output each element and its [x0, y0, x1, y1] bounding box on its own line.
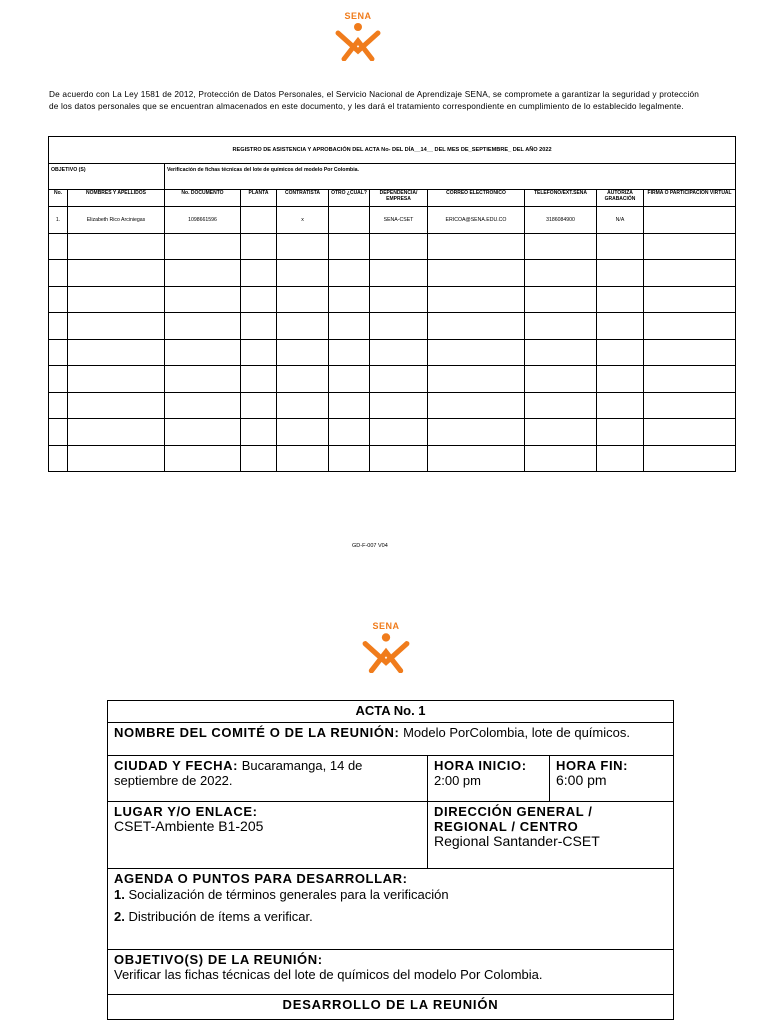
table-cell: [277, 419, 329, 446]
table-cell: [68, 366, 165, 393]
direction-value: Regional Santander-CSET: [434, 833, 600, 849]
table-cell: [68, 392, 165, 419]
direction-cell: [428, 802, 674, 869]
column-header: CORREO ELECTRÓNICO: [428, 190, 525, 207]
table-row: [49, 419, 736, 446]
table-cell: [525, 233, 597, 260]
table-cell: [644, 233, 736, 260]
table-cell: [370, 233, 428, 260]
place-cell: [108, 802, 428, 869]
column-header: No.: [49, 190, 68, 207]
table-cell: [644, 339, 736, 366]
table-cell: [165, 445, 241, 472]
table-cell: [68, 286, 165, 313]
city-date-label: CIUDAD Y FECHA:: [114, 758, 239, 773]
table-cell: [68, 233, 165, 260]
table-cell: [525, 313, 597, 340]
table-cell: [329, 419, 370, 446]
table-cell: [428, 260, 525, 287]
start-time-cell: [428, 756, 550, 802]
agenda-item: 2. Distribución de ítems a verificar.: [114, 909, 313, 924]
table-cell: [49, 260, 68, 287]
table-cell: [49, 366, 68, 393]
table-row: [49, 339, 736, 366]
city-date-cell: [108, 756, 428, 802]
table-cell: [329, 392, 370, 419]
table-cell: [428, 233, 525, 260]
table-cell: [370, 366, 428, 393]
end-time-cell: [550, 756, 674, 802]
table-cell: [329, 339, 370, 366]
table-cell: [277, 339, 329, 366]
table-cell: [644, 392, 736, 419]
privacy-notice: De acuerdo con La Ley 1581 de 2012, Protección de Datos Personales, el Servicio Nacional de Aprendizaje SENA, se compromete a garantizar la seguridad y protección de los datos personales que se encuentran almacenados en este documento, y les dará el tratamiento correspondiente en cumplimiento de lo establecido legalmente.: [49, 89, 699, 111]
table-cell: [525, 366, 597, 393]
table-cell: 1.: [49, 207, 68, 234]
column-header: No. DOCUMENTO: [165, 190, 241, 207]
end-time-value: 6:00 pm: [556, 772, 607, 788]
table-cell: [165, 392, 241, 419]
objectives-value: Verificar las fichas técnicas del lote de químicos del modelo Por Colombia.: [114, 967, 543, 982]
table-row: [49, 207, 736, 234]
table-cell: [644, 313, 736, 340]
table-cell: [428, 392, 525, 419]
direction-label: DIRECCIÓN GENERAL / REGIONAL / CENTRO: [434, 804, 593, 834]
table-cell: [49, 392, 68, 419]
start-time-label: HORA INICIO:: [434, 758, 527, 773]
sena-logo: [360, 622, 412, 673]
table-cell: [329, 366, 370, 393]
table-cell: [241, 392, 277, 419]
objectives-cell: [108, 950, 674, 995]
table-cell: [277, 313, 329, 340]
logo-text: SENA: [372, 621, 400, 631]
attendance-title: REGISTRO DE ASISTENCIA Y APROBACIÓN DEL ACTA No- DEL DÍA__14__ DEL MES DE_SEPTIEMBRE_ DEL AÑO 2022: [49, 137, 736, 164]
table-cell: [241, 207, 277, 234]
column-header: PLANTA: [241, 190, 277, 207]
table-cell: [597, 392, 644, 419]
attendance-table: [48, 136, 736, 472]
table-cell: [49, 445, 68, 472]
table-cell: [644, 286, 736, 313]
attendance-header-row: [49, 190, 736, 207]
table-cell: [68, 313, 165, 340]
table-cell: [597, 366, 644, 393]
table-cell: [329, 313, 370, 340]
agenda-label: AGENDA O PUNTOS PARA DESARROLLAR:: [114, 871, 408, 886]
table-cell: [241, 366, 277, 393]
table-cell: [428, 286, 525, 313]
logo-text: SENA: [344, 11, 372, 21]
table-cell: [597, 233, 644, 260]
table-cell: [49, 286, 68, 313]
table-row: [49, 233, 736, 260]
table-cell: [370, 260, 428, 287]
table-cell: [241, 313, 277, 340]
table-cell: Elizabeth Rico Arciniegas: [68, 207, 165, 234]
column-header: CONTRATISTA: [277, 190, 329, 207]
table-cell: x: [277, 207, 329, 234]
table-cell: [525, 392, 597, 419]
table-cell: [525, 286, 597, 313]
table-cell: 3186084900: [525, 207, 597, 234]
table-cell: [277, 366, 329, 393]
table-cell: [428, 366, 525, 393]
table-cell: [329, 260, 370, 287]
table-cell: [644, 445, 736, 472]
table-cell: [49, 339, 68, 366]
sena-figure-icon: [361, 631, 411, 673]
column-header: AUTORIZA GRABACIÓN: [597, 190, 644, 207]
table-cell: [428, 339, 525, 366]
table-cell: N/A: [597, 207, 644, 234]
table-cell: [165, 366, 241, 393]
column-header: OTRO ¿CUÁL?: [329, 190, 370, 207]
table-cell: [370, 445, 428, 472]
table-cell: [68, 339, 165, 366]
column-header: NOMBRES Y APELLIDOS: [68, 190, 165, 207]
table-cell: ERICOA@SENA.EDU.CO: [428, 207, 525, 234]
table-row: [49, 445, 736, 472]
table-cell: [428, 445, 525, 472]
table-cell: [165, 233, 241, 260]
table-row: [49, 313, 736, 340]
table-cell: [277, 286, 329, 313]
table-cell: [329, 207, 370, 234]
table-cell: 1098661596: [165, 207, 241, 234]
objective-label: OBJETIVO (S): [49, 164, 165, 190]
table-cell: [241, 445, 277, 472]
table-cell: [597, 419, 644, 446]
table-cell: [49, 419, 68, 446]
table-cell: [428, 313, 525, 340]
table-row: [49, 392, 736, 419]
table-cell: [329, 286, 370, 313]
table-row: [49, 286, 736, 313]
table-cell: [277, 260, 329, 287]
objectives-label: OBJETIVO(S) DE LA REUNIÓN:: [114, 952, 323, 967]
column-header: DEPENDENCIA/ EMPRESA: [370, 190, 428, 207]
table-cell: [370, 339, 428, 366]
table-cell: [525, 260, 597, 287]
table-cell: [644, 260, 736, 287]
table-cell: [68, 260, 165, 287]
table-cell: [241, 339, 277, 366]
table-cell: [597, 339, 644, 366]
table-cell: [525, 445, 597, 472]
table-cell: [644, 366, 736, 393]
table-cell: [49, 233, 68, 260]
start-time-value: 2:00 pm: [434, 773, 481, 788]
table-cell: [370, 313, 428, 340]
table-cell: [165, 339, 241, 366]
table-cell: [241, 260, 277, 287]
table-cell: [165, 313, 241, 340]
table-cell: [165, 419, 241, 446]
table-cell: [597, 260, 644, 287]
table-cell: [277, 445, 329, 472]
table-cell: [597, 313, 644, 340]
agenda-cell: [108, 869, 674, 950]
document-code: GD-F-007 V04: [352, 543, 388, 549]
table-cell: [644, 207, 736, 234]
development-title: DESARROLLO DE LA REUNIÓN: [108, 995, 674, 1020]
table-cell: [165, 286, 241, 313]
table-cell: [165, 260, 241, 287]
acta-table: [107, 700, 674, 1020]
column-header: FIRMA O PARTICIPACIÓN VIRTUAL: [644, 190, 736, 207]
end-time-label: HORA FIN:: [556, 758, 629, 773]
table-cell: [525, 419, 597, 446]
table-cell: [329, 445, 370, 472]
sena-logo: [333, 12, 383, 61]
table-row: [49, 260, 736, 287]
acta-title: ACTA No. 1: [108, 701, 674, 723]
table-row: [49, 366, 736, 393]
table-cell: [428, 419, 525, 446]
sena-figure-icon: [334, 21, 382, 61]
city-date-value: Bucaramanga, 14 de septiembre de 2022.: [114, 758, 363, 788]
table-cell: [277, 233, 329, 260]
table-cell: [68, 445, 165, 472]
place-value: CSET-Ambiente B1-205: [114, 818, 264, 834]
table-cell: [241, 419, 277, 446]
table-cell: SENA-CSET: [370, 207, 428, 234]
committee-label: NOMBRE DEL COMITÉ O DE LA REUNIÓN:: [114, 725, 400, 740]
table-cell: [370, 392, 428, 419]
table-cell: [370, 419, 428, 446]
agenda-item: 1. Socialización de términos generales para la verificación: [114, 887, 449, 902]
table-cell: [644, 419, 736, 446]
objective-text: Verificación de fichas técnicas del lote de químicos del modelo Por Colombia.: [165, 164, 736, 190]
table-cell: [68, 419, 165, 446]
place-label: LUGAR Y/O ENLACE:: [114, 804, 258, 819]
table-cell: [241, 233, 277, 260]
committee-value: Modelo PorColombia, lote de químicos.: [399, 725, 630, 740]
committee-cell: [108, 723, 674, 756]
table-cell: [49, 313, 68, 340]
table-cell: [525, 339, 597, 366]
table-cell: [370, 286, 428, 313]
table-cell: [329, 233, 370, 260]
table-cell: [597, 286, 644, 313]
table-cell: [277, 392, 329, 419]
column-header: TELÉFONO/EXT.SENA: [525, 190, 597, 207]
table-cell: [597, 445, 644, 472]
table-cell: [241, 286, 277, 313]
